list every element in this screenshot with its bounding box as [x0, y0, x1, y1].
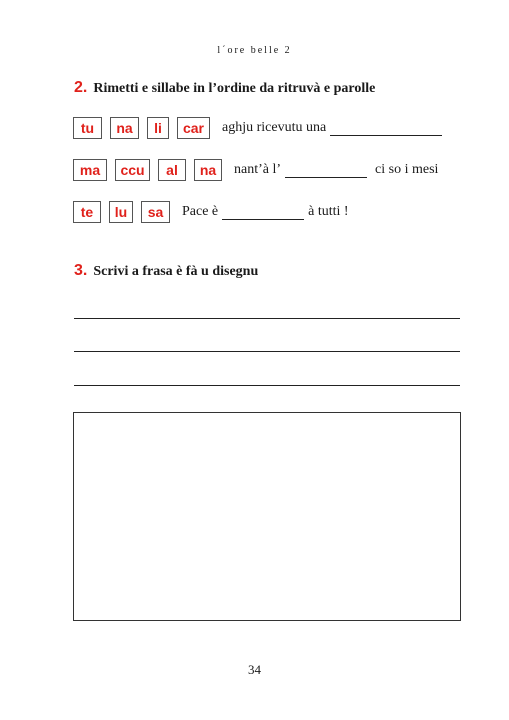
syllable-box: na: [110, 117, 139, 139]
exercise-2-row-3: [73, 200, 349, 224]
exercise-2-number: 2.: [74, 79, 88, 96]
page-number: 34: [248, 662, 261, 677]
writing-line[interactable]: [74, 385, 460, 386]
sentence-text: ci so i mesi: [375, 162, 439, 177]
syllable-box: lu: [109, 201, 133, 223]
syllable-box: sa: [141, 201, 170, 223]
exercise-3-instruction: Scrivi a frasa è fà u disegnu: [93, 264, 259, 279]
syllable-box: car: [177, 117, 210, 139]
syllable-box: ma: [73, 159, 107, 181]
exercise-2-row-2: [73, 158, 438, 182]
syllable-box: ccu: [115, 159, 150, 181]
writing-line[interactable]: [74, 351, 460, 352]
answer-blank[interactable]: [330, 121, 442, 136]
syllable-box: na: [194, 159, 222, 181]
exercise-3-number: 3.: [74, 262, 88, 279]
exercise-3-title: [74, 262, 258, 280]
sentence-text: nant’à l’: [234, 162, 282, 177]
running-header: l´ore belle 2: [217, 45, 292, 56]
answer-blank[interactable]: [285, 163, 367, 178]
syllable-box: li: [147, 117, 169, 139]
syllable-box: al: [158, 159, 186, 181]
sentence-text: Pace è: [182, 204, 219, 219]
exercise-2-instruction: Rimetti e sillabe in l’ordine da ritruvà e parolle: [93, 81, 376, 96]
syllable-box: te: [73, 201, 101, 223]
sentence-text: aghju ricevutu una: [222, 120, 327, 135]
answer-blank[interactable]: [222, 205, 304, 220]
writing-line[interactable]: [74, 318, 460, 319]
exercise-2-title: [74, 79, 375, 97]
syllable-box: tu: [73, 117, 102, 139]
exercise-2-row-1: [73, 116, 446, 140]
drawing-box[interactable]: [73, 412, 461, 621]
sentence-text: à tutti !: [308, 204, 349, 219]
